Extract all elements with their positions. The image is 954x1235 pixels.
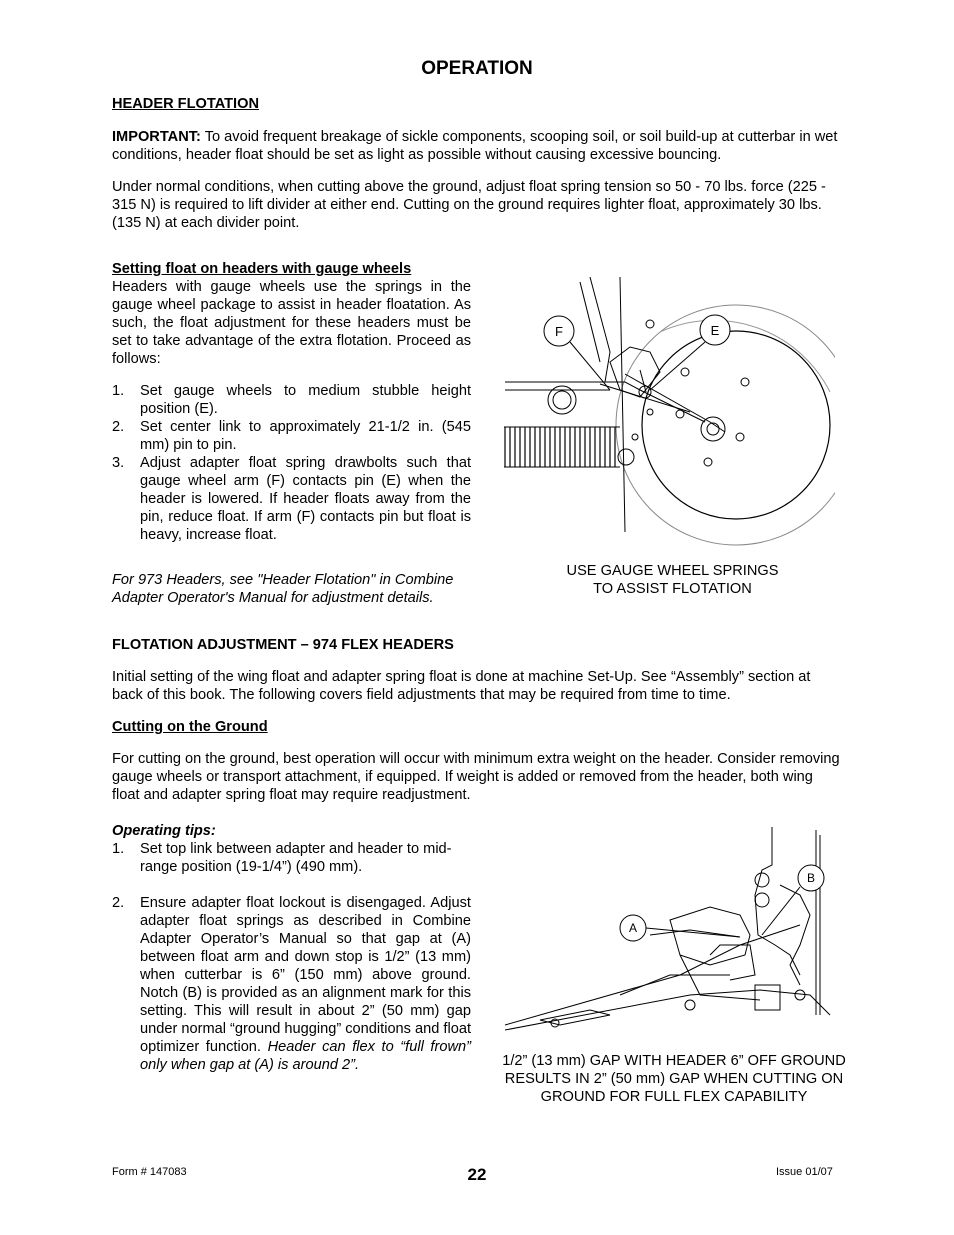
gauge-intro: Headers with gauge wheels use the springs in the gauge wheel package to assist in header floatation. As such, the float adjustment for these headers must be set to take advantage of the extra flotation. Proceed as follows: [112,279,471,367]
important-text: To avoid frequent breakage of sickle components, scooping soil, or soil build-up at cutterbar in wet conditions, header float should be set as light as possible without causing excessive bouncing. [112,129,838,163]
label-f: F [555,324,563,339]
figure1-caption-line1: USE GAUGE WHEEL SPRINGS [566,563,779,579]
figure2-caption: 1/2” (13 mm) GAP WITH HEADER 6” OFF GROUND RESULTS IN 2” (50 mm) GAP WHEN CUTTING ON GROUND FOR FULL FLEX CAPABILITY [502,1053,846,1105]
important-paragraph [112,128,844,164]
cutting-ground-heading: Cutting on the Ground [112,719,268,735]
figure1-caption-line2: TO ASSIST FLOTATION [593,581,752,597]
label-e-callout [650,315,730,390]
adapter-float-figure [500,825,835,1040]
label-a-callout [620,915,740,941]
normal-conditions-paragraph: Under normal conditions, when cutting above the ground, adjust float spring tension so 50 - 70 lbs. force (225 - 315 N) is required to lift divider at either end. Cutting on the ground requires lighter float, approximately 30 lbs. (135 N) at each divider point. [112,179,826,231]
page-title: OPERATION [421,58,533,79]
figure1-caption [520,562,825,598]
list-item: 2. Set center link to approximately 21-1/2 in. (545 mm) pin to pin. [112,419,471,453]
operating-tips-list [112,840,471,1074]
cutting-ground-paragraph: For cutting on the ground, best operation will occur with minimum extra weight on the header. Consider removing gauge wheels or transport attachment, if equipped. If weight is added or removed from the header, both wing float and adapter spring float may require readjustment. [112,751,840,803]
flex-heading: FLOTATION ADJUSTMENT – 974 FLEX HEADERS [112,637,454,653]
flex-paragraph: Initial setting of the wing float and adapter spring float is done at machine Set-Up. See “Assembly” section at back of this book. The following covers field adjustments that may be required from time to time. [112,669,811,703]
gauge-wheel-figure [500,272,835,550]
list-item: 3. Adjust adapter float spring drawbolts such that gauge wheel arm (F) contacts pin (E) when the header is lowered. If header floats away from the pin, reduce float. If arm (F) contacts pin but float is heavy, increase float. [112,455,471,543]
label-f-callout [544,316,610,390]
973-note: For 973 Headers, see "Header Flotation" in Combine Adapter Operator's Manual for adjustment details. [112,572,454,606]
operating-tips-label: Operating tips: [112,823,216,839]
important-label: IMPORTANT: [112,129,201,145]
label-e: E [710,323,720,338]
page-number: 22 [467,1165,487,1184]
label-b-callout [762,865,824,935]
gauge-steps-list [112,382,471,544]
label-a: A [628,921,638,935]
form-number: Form # 147083 [112,1166,187,1178]
list-item: 2. Ensure adapter float lockout is disengaged. Adjust adapter float springs as described in Combine Adapter Operator’s Manual so that gap at (A) between float arm and down stop is 1/2” (13 mm) when cutterbar is 6” (150 mm) above ground. Notch (B) is provided as an alignment mark for this setting. This will result in about 2” (50 mm) gap under normal “ground hugging” conditions and float optimizer function. Header can flex to “full frown” only when gap at (A) is around 2”. [112,895,472,1073]
header-flotation-heading: HEADER FLOTATION [112,96,260,112]
list-item: 1. Set top link between adapter and header to mid-range position (19-1/4”) (490 mm). [112,841,452,875]
gauge-wheels-heading: Setting float on headers with gauge wheels [112,261,412,277]
issue-date: Issue 01/07 [776,1166,833,1178]
label-b: B [806,871,816,885]
list-item: 1. Set gauge wheels to medium stubble height position (E). [112,383,471,417]
